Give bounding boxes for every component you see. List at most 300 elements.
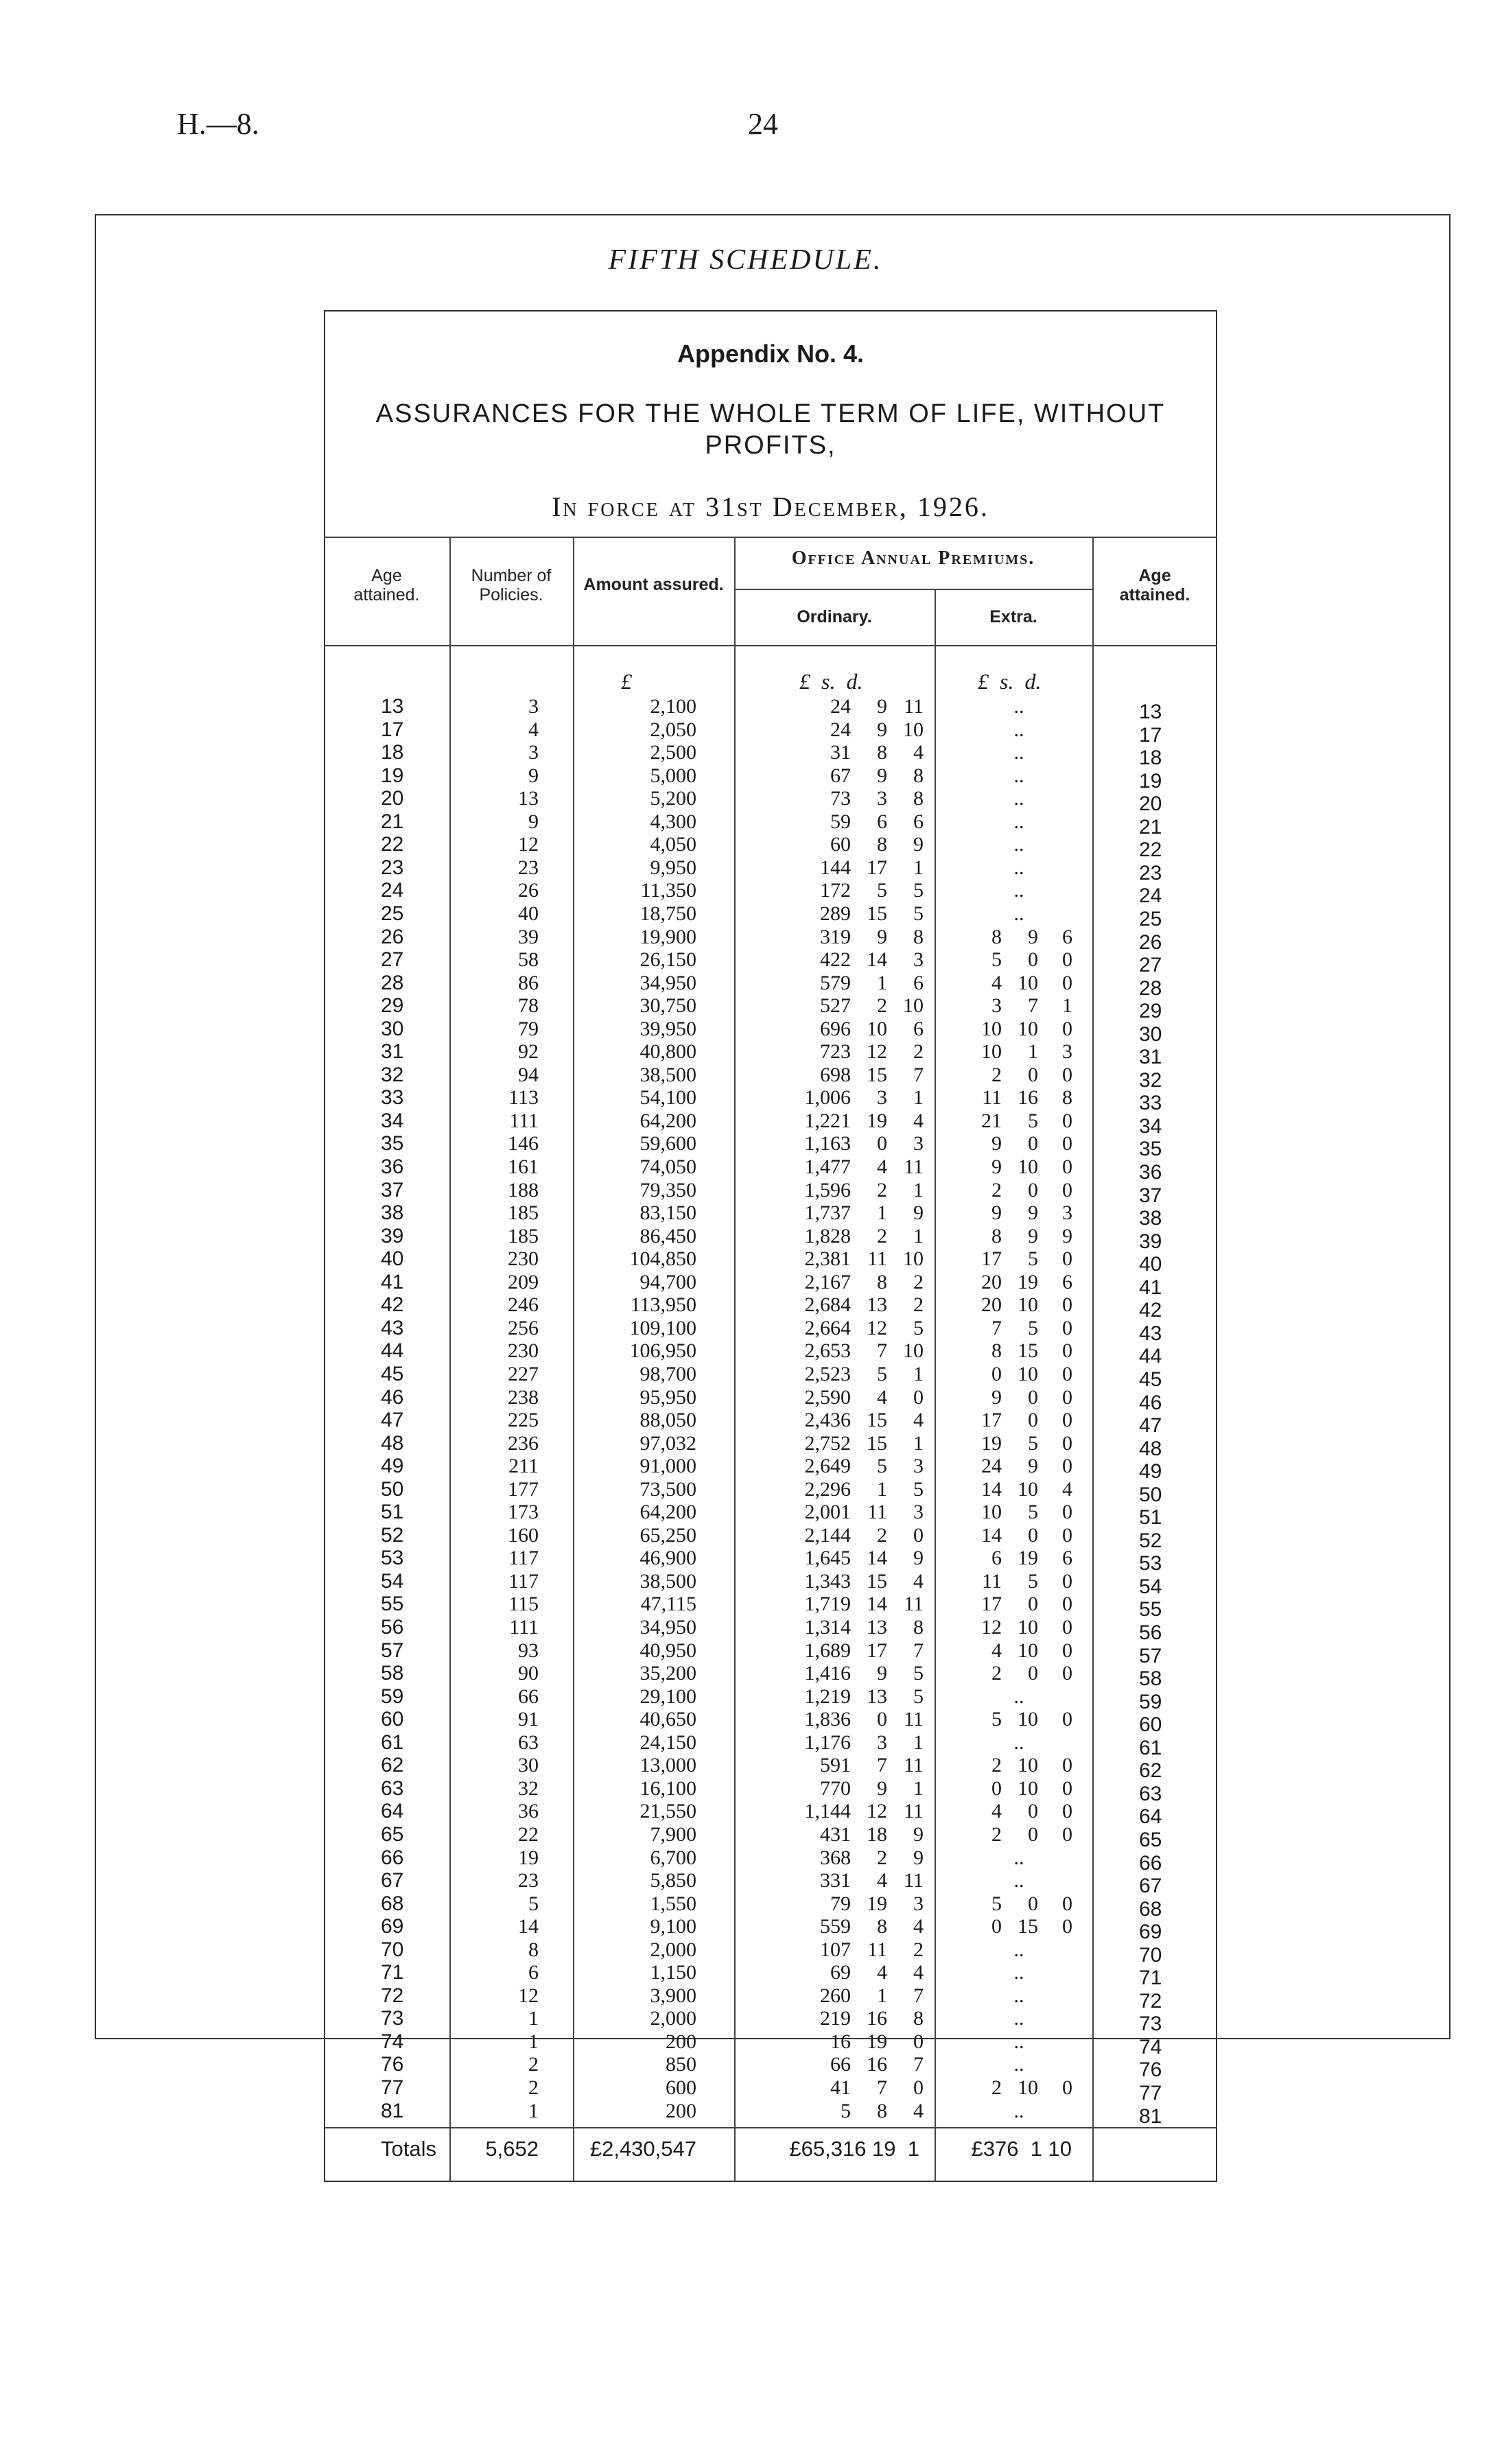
totals-amount: £2,430,547	[589, 2137, 696, 2161]
amount-cell: 26,150	[639, 948, 696, 972]
totals-policies: 5,652	[485, 2137, 539, 2161]
amount-cell: 2,000	[650, 2007, 696, 2030]
extra-pounds-cell: 10	[981, 1040, 1002, 1064]
ordinary-pence-cell: 5	[913, 1685, 924, 1708]
policies-cell: 173	[508, 1501, 539, 1524]
ordinary-pounds-cell: 1,596	[804, 1178, 851, 1201]
age-cell: 26	[381, 925, 404, 948]
ordinary-pence-cell: 8	[913, 1616, 924, 1639]
amount-cell: 9,950	[650, 856, 696, 879]
extra-pounds-cell: 5	[991, 948, 1002, 972]
policies-cell: 111	[509, 1109, 539, 1132]
amount-unit-label: £	[621, 669, 632, 694]
ordinary-shillings-cell: 7	[877, 1339, 887, 1363]
table-title: ASSURANCES FOR THE WHOLE TERM OF LIFE, WITHOUT PROFITS,	[375, 399, 1166, 460]
age-right-cell: 30	[1139, 1022, 1162, 1046]
extra-nil-cell: ..	[1013, 1685, 1024, 1708]
amount-cell: 73,500	[639, 1477, 696, 1501]
age-cell: 43	[381, 1316, 404, 1339]
ordinary-pence-cell: 7	[913, 2053, 924, 2076]
extra-pounds-cell: 21	[981, 1109, 1002, 1132]
ordinary-pounds-cell: 368	[820, 1846, 851, 1869]
extra-shillings-cell: 19	[1018, 1547, 1038, 1570]
ordinary-pounds-cell: 698	[820, 1063, 851, 1086]
age-right-cell: 20	[1139, 793, 1162, 816]
column-header-extra: Extra.	[989, 607, 1037, 626]
age-right-cell: 62	[1139, 1759, 1162, 1783]
amount-cell: 83,150	[639, 1201, 696, 1225]
premiums-sub-rule	[734, 589, 1092, 590]
extra-pence-cell: 0	[1062, 1132, 1072, 1155]
age-cell: 29	[381, 994, 404, 1018]
ordinary-pounds-cell: 2,523	[804, 1362, 851, 1385]
age-cell: 54	[381, 1569, 404, 1593]
age-cell: 71	[381, 1961, 404, 1984]
extra-pounds-cell: 0	[991, 1362, 1002, 1385]
age-right-cell: 48	[1139, 1437, 1162, 1460]
extra-nil-cell: ..	[1013, 833, 1024, 856]
extra-pence-cell: 0	[1062, 1915, 1072, 1938]
ordinary-pence-cell: 10	[903, 718, 924, 741]
age-cell: 73	[381, 2007, 404, 2030]
amount-cell: 35,200	[639, 1662, 696, 1685]
policies-cell: 3	[528, 741, 539, 764]
policies-cell: 185	[508, 1201, 539, 1225]
ordinary-pence-cell: 3	[913, 1892, 924, 1915]
age-cell: 22	[381, 833, 404, 856]
ordinary-shillings-cell: 8	[877, 741, 887, 764]
policies-cell: 9	[528, 764, 539, 787]
extra-pounds-cell: 4	[991, 971, 1002, 994]
extra-pounds-cell: 12	[981, 1616, 1002, 1639]
age-right-cell: 81	[1139, 2104, 1162, 2128]
ordinary-pounds-cell: 2,649	[804, 1455, 851, 1478]
ordinary-pounds-cell: 579	[820, 971, 851, 994]
amount-cell: 4,300	[650, 810, 696, 833]
ordinary-shillings-cell: 7	[877, 1754, 887, 1777]
age-cell: 68	[381, 1892, 404, 1915]
policies-cell: 188	[508, 1178, 539, 1201]
ordinary-pounds-cell: 2,144	[804, 1523, 851, 1547]
ordinary-pounds-cell: 2,296	[804, 1477, 851, 1501]
extra-pence-cell: 0	[1062, 1455, 1072, 1478]
amount-cell: 19,900	[639, 925, 696, 948]
extra-pounds-cell: 9	[991, 1132, 1002, 1155]
extra-pence-cell: 0	[1062, 1501, 1072, 1524]
age-right-cell: 44	[1139, 1345, 1162, 1368]
age-cell: 21	[381, 810, 404, 833]
extra-pence-cell: 3	[1062, 1201, 1072, 1225]
extra-pence-cell: 6	[1062, 1270, 1072, 1293]
age-right-cell: 65	[1139, 1828, 1162, 1851]
ordinary-pence-cell: 0	[913, 1385, 924, 1409]
ordinary-pence-cell: 5	[913, 1662, 924, 1685]
extra-pence-cell: 3	[1062, 1040, 1072, 1064]
policies-cell: 1	[528, 2007, 539, 2030]
policies-cell: 2	[528, 2076, 539, 2099]
extra-pence-cell: 6	[1062, 1547, 1072, 1570]
extra-pounds-cell: 2	[991, 1662, 1002, 1685]
extra-pence-cell: 0	[1062, 1616, 1072, 1639]
extra-nil-cell: ..	[1013, 810, 1024, 833]
extra-pounds-cell: 6	[991, 1547, 1002, 1570]
ordinary-pence-cell: 9	[913, 1201, 924, 1225]
extra-pounds-cell: 14	[981, 1477, 1002, 1501]
age-right-cell: 73	[1139, 2013, 1162, 2036]
policies-cell: 225	[508, 1409, 539, 1432]
amount-cell: 86,450	[639, 1224, 696, 1247]
age-right-cell: 28	[1139, 976, 1162, 1000]
age-right-cell: 59	[1139, 1690, 1162, 1713]
policies-cell: 14	[518, 1915, 539, 1938]
ordinary-pence-cell: 3	[913, 1455, 924, 1478]
amount-cell: 104,850	[629, 1247, 696, 1271]
extra-pounds-cell: 2	[991, 2076, 1002, 2099]
ordinary-pence-cell: 8	[913, 925, 924, 948]
amount-cell: 65,250	[639, 1523, 696, 1547]
ordinary-pounds-cell: 1,221	[804, 1109, 851, 1132]
age-cell: 25	[381, 902, 404, 925]
policies-cell: 238	[508, 1385, 539, 1409]
extra-pounds-cell: 3	[991, 994, 1002, 1018]
ordinary-pounds-cell: 319	[820, 925, 851, 948]
age-cell: 24	[381, 879, 404, 902]
ordinary-pounds-cell: 770	[820, 1776, 851, 1800]
ordinary-shillings-cell: 19	[867, 1109, 887, 1132]
age-right-cell: 13	[1139, 701, 1162, 723]
ordinary-shillings-cell: 3	[877, 1730, 887, 1754]
extra-shillings-cell: 0	[1028, 1523, 1038, 1547]
column-header-age: Age attained.	[353, 566, 420, 605]
amount-cell: 91,000	[639, 1455, 696, 1478]
amount-cell: 2,050	[650, 718, 696, 741]
ordinary-pence-cell: 11	[904, 1155, 924, 1178]
extra-pence-cell: 8	[1062, 1086, 1072, 1110]
extra-shillings-cell: 0	[1028, 948, 1038, 972]
extra-shillings-cell: 10	[1018, 1017, 1038, 1040]
extra-pounds-cell: 14	[981, 1523, 1002, 1547]
ordinary-shillings-cell: 4	[877, 1385, 887, 1409]
age-cell: 52	[381, 1523, 404, 1547]
extra-shillings-cell: 16	[1018, 1086, 1038, 1110]
extra-pounds-cell: 2	[991, 1822, 1002, 1846]
policies-cell: 256	[508, 1316, 539, 1339]
age-cell: 31	[381, 1040, 404, 1064]
age-right-cell: 47	[1139, 1414, 1162, 1438]
extra-unit-label: £ s. d.	[978, 669, 1042, 694]
extra-shillings-cell: 10	[1018, 2076, 1038, 2099]
age-cell: 67	[381, 1869, 404, 1892]
age-cell: 32	[381, 1063, 404, 1086]
ordinary-shillings-cell: 19	[867, 1892, 887, 1915]
policies-cell: 91	[518, 1708, 539, 1731]
ordinary-shillings-cell: 15	[867, 902, 887, 925]
policies-cell: 30	[518, 1754, 539, 1777]
policies-cell: 9	[528, 810, 539, 833]
age-right-cell: 23	[1139, 861, 1162, 884]
age-cell: 17	[381, 718, 404, 741]
ordinary-shillings-cell: 11	[867, 1501, 887, 1524]
ordinary-pence-cell: 4	[913, 1569, 924, 1593]
extra-nil-cell: ..	[1013, 856, 1024, 879]
amount-cell: 5,000	[650, 764, 696, 787]
ordinary-shillings-cell: 0	[877, 1132, 887, 1155]
policies-cell: 8	[528, 1938, 539, 1961]
extra-pounds-cell: 9	[991, 1201, 1002, 1225]
ordinary-pence-cell: 4	[913, 1409, 924, 1432]
ordinary-pence-cell: 2	[913, 1938, 924, 1961]
ordinary-pounds-cell: 1,163	[804, 1132, 851, 1155]
extra-shillings-cell: 0	[1028, 1178, 1038, 1201]
ordinary-pence-cell: 9	[913, 1846, 924, 1869]
page-number: 24	[748, 107, 778, 141]
amount-cell: 88,050	[639, 1409, 696, 1432]
extra-pounds-cell: 4	[991, 1639, 1002, 1662]
policies-cell: 19	[518, 1846, 539, 1869]
ordinary-pounds-cell: 591	[820, 1754, 851, 1777]
extra-shillings-cell: 9	[1028, 925, 1038, 948]
age-cell: 46	[381, 1385, 404, 1409]
amount-cell: 113,950	[630, 1293, 696, 1317]
age-right-cell: 26	[1139, 930, 1162, 954]
age-cell: 34	[381, 1109, 404, 1132]
policies-cell: 36	[518, 1800, 539, 1823]
ordinary-pence-cell: 1	[913, 1431, 924, 1455]
ordinary-shillings-cell: 16	[867, 2053, 887, 2076]
ordinary-shillings-cell: 9	[877, 695, 887, 718]
policies-cell: 117	[508, 1569, 539, 1593]
ordinary-pence-cell: 3	[913, 1132, 924, 1155]
amount-cell: 47,115	[640, 1593, 696, 1616]
policies-cell: 12	[518, 833, 539, 856]
age-right-cell: 58	[1139, 1667, 1162, 1691]
amount-cell: 40,800	[639, 1040, 696, 1064]
amount-cell: 64,200	[639, 1501, 696, 1524]
extra-shillings-cell: 0	[1028, 1409, 1038, 1432]
ordinary-pounds-cell: 1,314	[804, 1616, 851, 1639]
extra-nil-cell: ..	[1013, 695, 1024, 718]
extra-pounds-cell: 20	[981, 1293, 1002, 1317]
ordinary-pounds-cell: 69	[830, 1961, 851, 1984]
ordinary-pence-cell: 0	[913, 1523, 924, 1547]
extra-pounds-cell: 11	[982, 1569, 1002, 1593]
extra-pounds-cell: 9	[991, 1155, 1002, 1178]
ordinary-pounds-cell: 1,719	[804, 1593, 851, 1616]
ordinary-pounds-cell: 431	[820, 1822, 851, 1846]
extra-pounds-cell: 10	[981, 1017, 1002, 1040]
extra-pounds-cell: 4	[991, 1800, 1002, 1823]
policies-cell: 111	[509, 1616, 539, 1639]
column-header-amount: Amount assured.	[583, 575, 724, 594]
policies-cell: 4	[528, 718, 539, 741]
extra-shillings-cell: 10	[1018, 1754, 1038, 1777]
extra-pence-cell: 0	[1062, 1593, 1072, 1616]
extra-shillings-cell: 5	[1028, 1247, 1038, 1271]
ordinary-pence-cell: 7	[913, 1984, 924, 2007]
age-cell: 61	[381, 1730, 404, 1754]
ordinary-pounds-cell: 2,001	[804, 1501, 851, 1524]
extra-pence-cell: 0	[1062, 1155, 1072, 1178]
amount-cell: 38,500	[639, 1063, 696, 1086]
ordinary-pounds-cell: 144	[820, 856, 851, 879]
age-cell: 48	[381, 1431, 404, 1455]
amount-cell: 850	[666, 2053, 696, 2076]
age-right-cell: 74	[1139, 2035, 1162, 2058]
ordinary-pounds-cell: 24	[830, 718, 851, 741]
extra-shillings-cell: 10	[1018, 971, 1038, 994]
ordinary-pounds-cell: 41	[830, 2076, 851, 2099]
ordinary-pounds-cell: 16	[830, 2030, 851, 2053]
ordinary-pence-cell: 5	[913, 902, 924, 925]
ordinary-pounds-cell: 723	[820, 1040, 851, 1064]
totals-rule	[324, 2127, 1217, 2128]
extra-pounds-cell: 19	[981, 1431, 1002, 1455]
ordinary-shillings-cell: 1	[877, 1477, 887, 1501]
policies-cell: 78	[518, 994, 539, 1018]
ordinary-pence-cell: 4	[913, 1915, 924, 1938]
age-cell: 51	[381, 1501, 404, 1524]
age-right-cell: 50	[1139, 1483, 1162, 1506]
ordinary-shillings-cell: 9	[877, 718, 887, 741]
age-cell: 81	[381, 2099, 404, 2122]
extra-nil-cell: ..	[1013, 1938, 1024, 1961]
extra-nil-cell: ..	[1013, 764, 1024, 787]
extra-shillings-cell: 10	[1018, 1155, 1038, 1178]
ordinary-shillings-cell: 5	[877, 1362, 887, 1385]
extra-shillings-cell: 5	[1028, 1501, 1038, 1524]
column-rule	[1092, 537, 1094, 2182]
policies-cell: 146	[508, 1132, 539, 1155]
ordinary-shillings-cell: 8	[877, 1915, 887, 1938]
age-right-cell: 61	[1139, 1736, 1162, 1759]
ordinary-pence-cell: 11	[904, 1800, 924, 1823]
extra-shillings-cell: 10	[1018, 1776, 1038, 1800]
age-cell: 53	[381, 1547, 404, 1570]
extra-pence-cell: 9	[1062, 1224, 1072, 1247]
amount-cell: 109,100	[629, 1316, 696, 1339]
policies-cell: 177	[508, 1477, 539, 1501]
age-cell: 47	[381, 1409, 404, 1432]
ordinary-pounds-cell: 66	[830, 2053, 851, 2076]
amount-cell: 38,500	[639, 1569, 696, 1593]
extra-pounds-cell: 8	[991, 1339, 1002, 1363]
ordinary-pounds-cell: 1,219	[804, 1685, 851, 1708]
extra-pence-cell: 0	[1062, 1776, 1072, 1800]
schedule-title: FIFTH SCHEDULE.	[608, 244, 883, 276]
age-right-cell: 63	[1139, 1782, 1162, 1805]
policies-cell: 209	[508, 1270, 539, 1293]
ordinary-shillings-cell: 15	[867, 1409, 887, 1432]
age-right-cell: 70	[1139, 1943, 1162, 1967]
age-cell: 19	[381, 764, 404, 787]
extra-pounds-cell: 2	[991, 1754, 1002, 1777]
age-right-cell: 19	[1139, 769, 1162, 793]
amount-cell: 40,950	[639, 1639, 696, 1662]
ordinary-pounds-cell: 1,006	[804, 1086, 851, 1110]
age-cell: 18	[381, 741, 404, 764]
column-header-age-right: Age attained.	[1119, 566, 1190, 605]
age-cell: 58	[381, 1662, 404, 1685]
extra-pence-cell: 0	[1062, 1316, 1072, 1339]
age-right-cell: 38	[1139, 1207, 1162, 1230]
age-right-cell: 32	[1139, 1068, 1162, 1092]
age-right-cell: 43	[1139, 1322, 1162, 1345]
extra-nil-cell: ..	[1013, 2007, 1024, 2030]
age-right-cell: 18	[1139, 747, 1162, 770]
age-cell: 50	[381, 1477, 404, 1501]
column-rule	[734, 537, 736, 2182]
age-cell: 13	[381, 695, 404, 718]
ordinary-pence-cell: 11	[904, 695, 924, 718]
ordinary-shillings-cell: 2	[877, 1178, 887, 1201]
age-cell: 69	[381, 1915, 404, 1938]
ordinary-pence-cell: 2	[913, 1293, 924, 1317]
extra-shillings-cell: 9	[1028, 1201, 1038, 1225]
extra-shillings-cell: 0	[1028, 1385, 1038, 1409]
extra-shillings-cell: 5	[1028, 1316, 1038, 1339]
age-cell: 36	[381, 1155, 404, 1178]
ordinary-shillings-cell: 3	[877, 787, 887, 810]
extra-pounds-cell: 17	[981, 1409, 1002, 1432]
age-right-cell: 34	[1139, 1114, 1162, 1138]
amount-cell: 21,550	[639, 1800, 696, 1823]
totals-ordinary: £65,316 19 1	[789, 2137, 919, 2161]
age-cell: 66	[381, 1846, 404, 1869]
ordinary-shillings-cell: 4	[877, 1155, 887, 1178]
extra-nil-cell: ..	[1013, 1730, 1024, 1754]
age-right-cell: 24	[1139, 884, 1162, 908]
extra-pence-cell: 0	[1062, 1431, 1072, 1455]
age-right-cell: 72	[1139, 1989, 1162, 2013]
ordinary-shillings-cell: 12	[867, 1316, 887, 1339]
column-rule	[449, 537, 451, 2182]
extra-shillings-cell: 0	[1028, 1662, 1038, 1685]
ordinary-pounds-cell: 1,176	[804, 1730, 851, 1754]
ordinary-pence-cell: 1	[913, 1730, 924, 1754]
age-cell: 27	[381, 948, 404, 972]
ordinary-pounds-cell: 260	[820, 1984, 851, 2007]
ordinary-shillings-cell: 0	[877, 1708, 887, 1731]
ordinary-pence-cell: 1	[913, 1178, 924, 1201]
ordinary-pounds-cell: 2,381	[804, 1247, 851, 1271]
extra-pounds-cell: 2	[991, 1063, 1002, 1086]
amount-cell: 7,900	[650, 1822, 696, 1846]
extra-nil-cell: ..	[1013, 902, 1024, 925]
amount-cell: 9,100	[650, 1915, 696, 1938]
ordinary-shillings-cell: 14	[867, 1593, 887, 1616]
ordinary-pence-cell: 0	[913, 2030, 924, 2053]
extra-pounds-cell: 5	[991, 1892, 1002, 1915]
age-right-cell: 33	[1139, 1092, 1162, 1115]
extra-pence-cell: 0	[1062, 1247, 1072, 1271]
extra-pence-cell: 0	[1062, 1822, 1072, 1846]
extra-shillings-cell: 5	[1028, 1569, 1038, 1593]
ordinary-pounds-cell: 172	[820, 879, 851, 902]
extra-pence-cell: 0	[1062, 1362, 1072, 1385]
ordinary-pounds-cell: 559	[820, 1915, 851, 1938]
policies-cell: 22	[518, 1822, 539, 1846]
age-right-cell: 76	[1139, 2058, 1162, 2082]
policies-cell: 58	[518, 948, 539, 972]
ordinary-pounds-cell: 107	[820, 1938, 851, 1961]
ordinary-shillings-cell: 2	[877, 1523, 887, 1547]
ordinary-pounds-cell: 1,144	[804, 1800, 851, 1823]
ordinary-pence-cell: 9	[913, 1822, 924, 1846]
ordinary-pence-cell: 1	[913, 1224, 924, 1247]
ordinary-pounds-cell: 2,684	[804, 1293, 851, 1317]
ordinary-pence-cell: 11	[904, 1754, 924, 1777]
age-right-cell: 46	[1139, 1391, 1162, 1414]
